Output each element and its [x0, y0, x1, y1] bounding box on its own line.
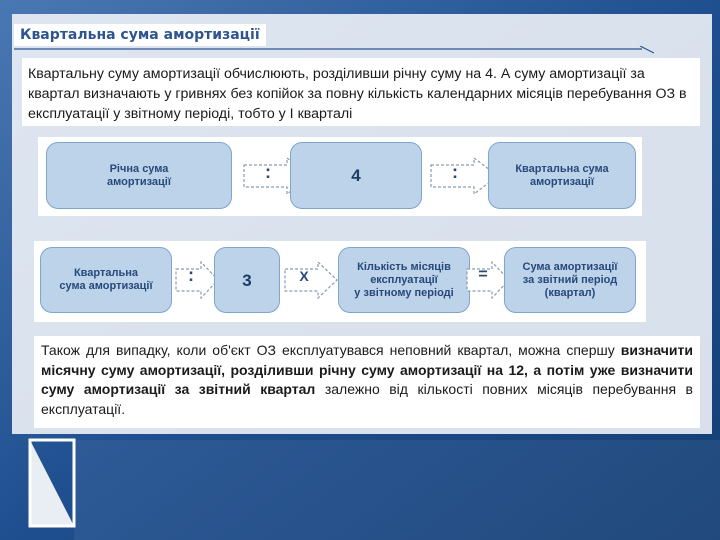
- outro-text-bold: визначити місячну суму амортизації, розділивши річну суму амортизації на 12, а потім уже визначити суму амортизації за звітний квартал: [41, 342, 693, 397]
- outro-paragraph: [34, 336, 700, 428]
- box-annual-amortization: Річна сума амортизації: [46, 142, 232, 209]
- box-number-4: 4: [290, 142, 422, 209]
- box-quarterly-amortization: Квартальна сума амортизації: [40, 247, 172, 313]
- operator-equals: =: [478, 266, 488, 283]
- operator-divide-1: :: [265, 162, 271, 182]
- outro-text-part1: Також для випадку, коли об'єкт ОЗ експлуатувався неповний квартал, можна спершу: [41, 342, 621, 358]
- title-underline: [14, 46, 654, 54]
- flow-diagram-2: [34, 241, 646, 322]
- box-quarterly-amortization: Квартальна сума амортизації: [488, 142, 636, 209]
- operator-divide-2: :: [452, 162, 458, 182]
- box-months-in-operation: Кількість місяців експлуатації у звітному періоді: [338, 247, 470, 313]
- operator-multiply: Х: [299, 268, 309, 284]
- flow-diagram-1: [38, 137, 642, 216]
- operator-divide: :: [188, 265, 194, 285]
- outro-text-part3: залежно від кількості повних місяців перебування в експлуатації.: [41, 381, 693, 417]
- intro-paragraph: Квартальну суму амортизації обчислюють, розділивши річну суму на 4. А суму амортизації за квартал визначають у гривнях без копійок за повну кількість календарних місяців перебування ОЗ в експлуатації у звітному періоді, тобто у І кварталі: [22, 58, 700, 126]
- slide-title: Квартальна сума амортизації: [14, 24, 266, 46]
- box-number-3: 3: [214, 247, 280, 313]
- box-amortization-for-period: Сума амортизації за звітний період (квартал): [504, 247, 636, 313]
